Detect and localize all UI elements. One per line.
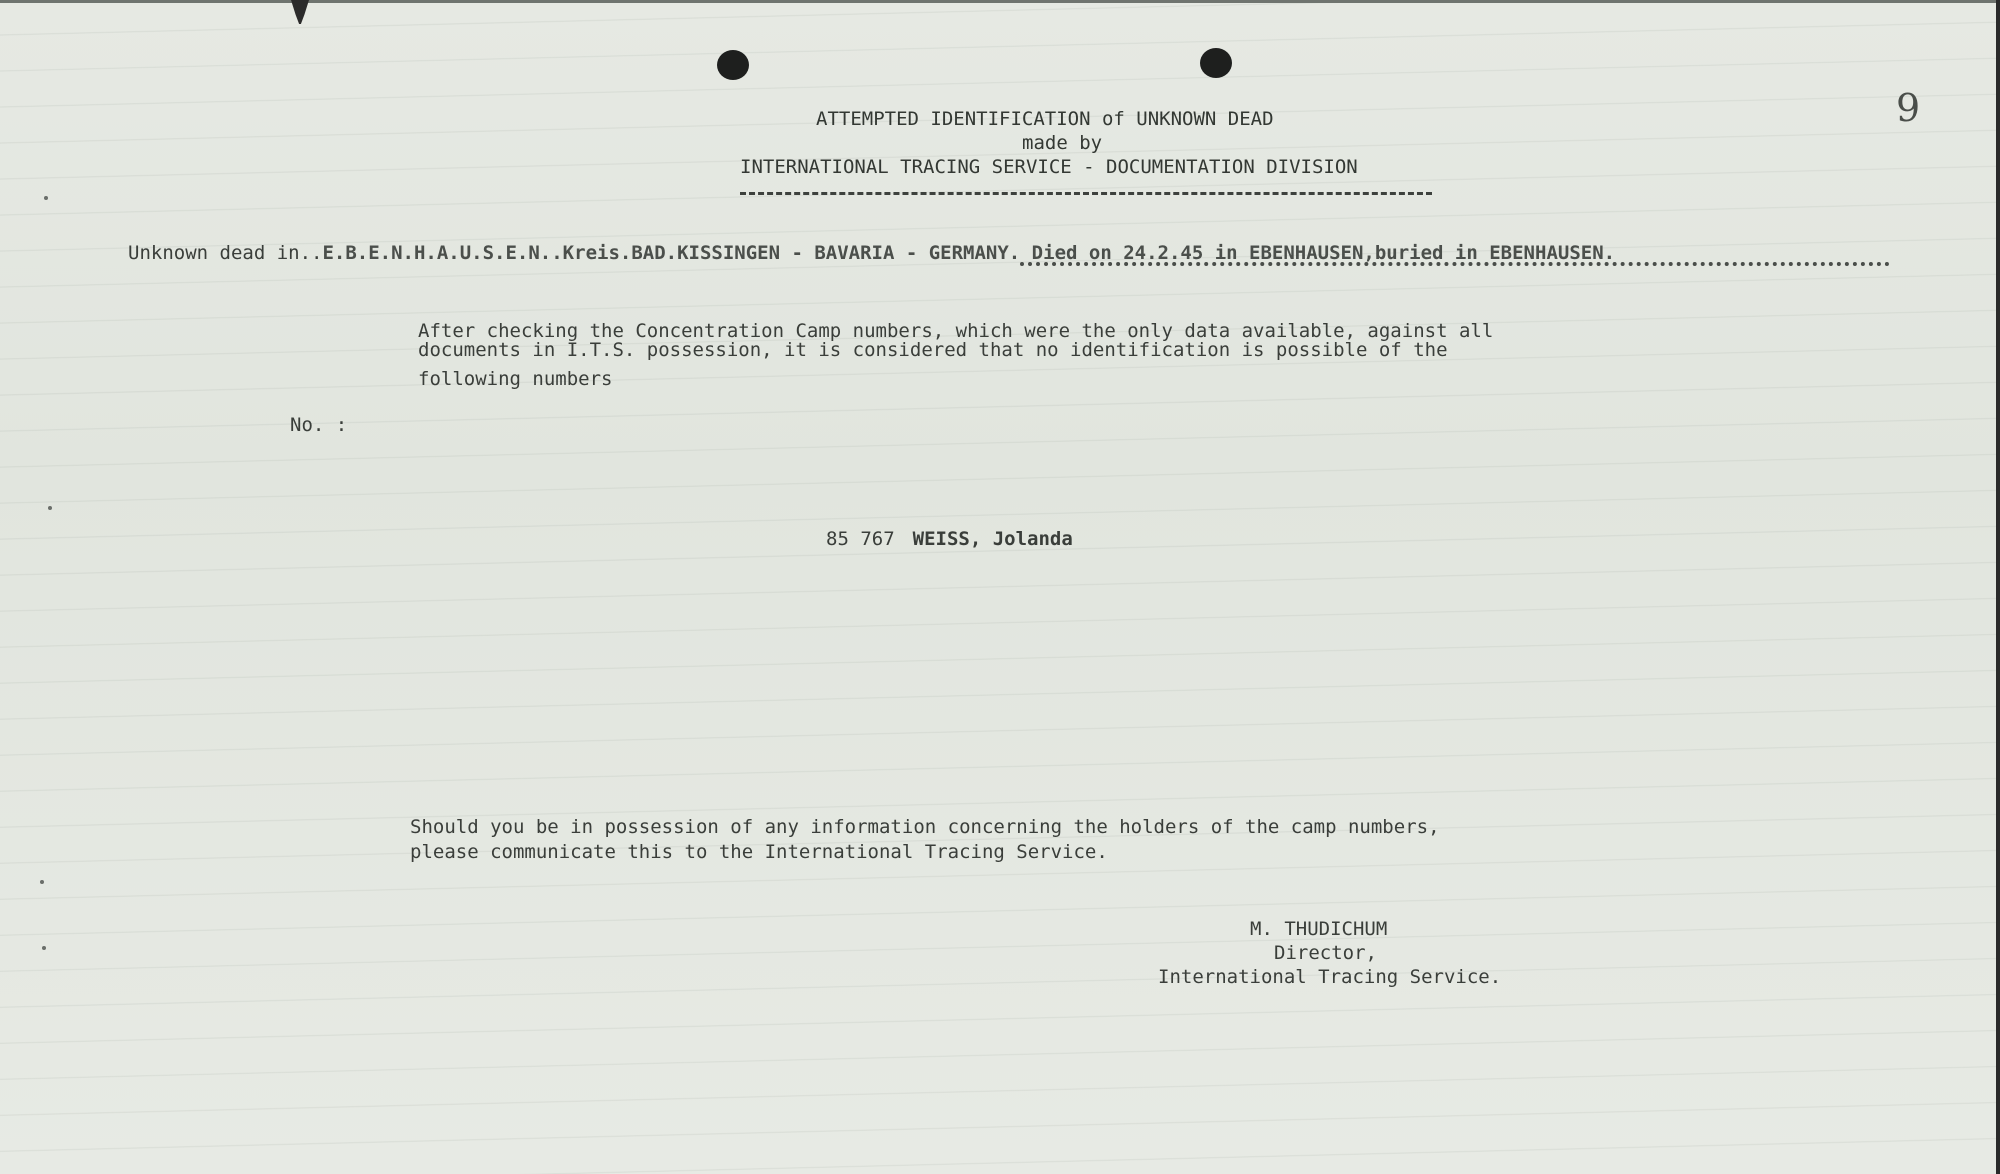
speck bbox=[42, 946, 46, 950]
location-typed: E.B.E.N.H.A.U.S.E.N..Kreis.BAD.KISSINGEN - BAVARIA - GERMANY. Died on 24.2.45 in EBENHAUSEN,buried in EBENHAUSEN. bbox=[322, 242, 1616, 264]
header-organization: INTERNATIONAL TRACING SERVICE - DOCUMENTATION DIVISION bbox=[740, 156, 1358, 178]
dotted-fill-line bbox=[1020, 262, 1890, 266]
person-name: WEISS, Jolanda bbox=[912, 528, 1073, 550]
header-made-by: made by bbox=[1022, 132, 1103, 154]
camp-number: 85 767 bbox=[826, 528, 895, 550]
signature-name: M. THUDICHUM bbox=[1250, 918, 1388, 940]
punch-hole-right bbox=[1200, 48, 1232, 78]
signature-title: Director, bbox=[1274, 942, 1377, 964]
list-item bbox=[826, 528, 1073, 550]
signature-organization: International Tracing Service. bbox=[1158, 966, 1502, 988]
page-number: 9 bbox=[1896, 86, 1921, 130]
speck bbox=[44, 196, 48, 200]
location-label: Unknown dead in.. bbox=[128, 242, 323, 264]
pin-mark bbox=[291, 0, 309, 24]
paragraph-line-3: following numbers bbox=[418, 368, 613, 390]
paragraph-line-2: documents in I.T.S. possession, it is considered that no identification is possible of the bbox=[418, 339, 1448, 361]
speck bbox=[40, 880, 44, 884]
closing-line-2: please communicate this to the International Tracing Service. bbox=[410, 841, 1108, 863]
paragraph-line-1: After checking the Concentration Camp numbers, which were the only data available, against all bbox=[418, 320, 1494, 342]
location-line bbox=[128, 242, 1615, 264]
speck bbox=[48, 506, 52, 510]
right-edge-shadow bbox=[1996, 0, 2000, 1174]
closing-line-1: Should you be in possession of any information concerning the holders of the camp numbers, bbox=[410, 816, 1440, 838]
numbers-label: No. : bbox=[290, 414, 348, 436]
header-title: ATTEMPTED IDENTIFICATION of UNKNOWN DEAD bbox=[816, 108, 1274, 130]
header-underline bbox=[740, 192, 1432, 195]
punch-hole-left bbox=[717, 50, 749, 80]
